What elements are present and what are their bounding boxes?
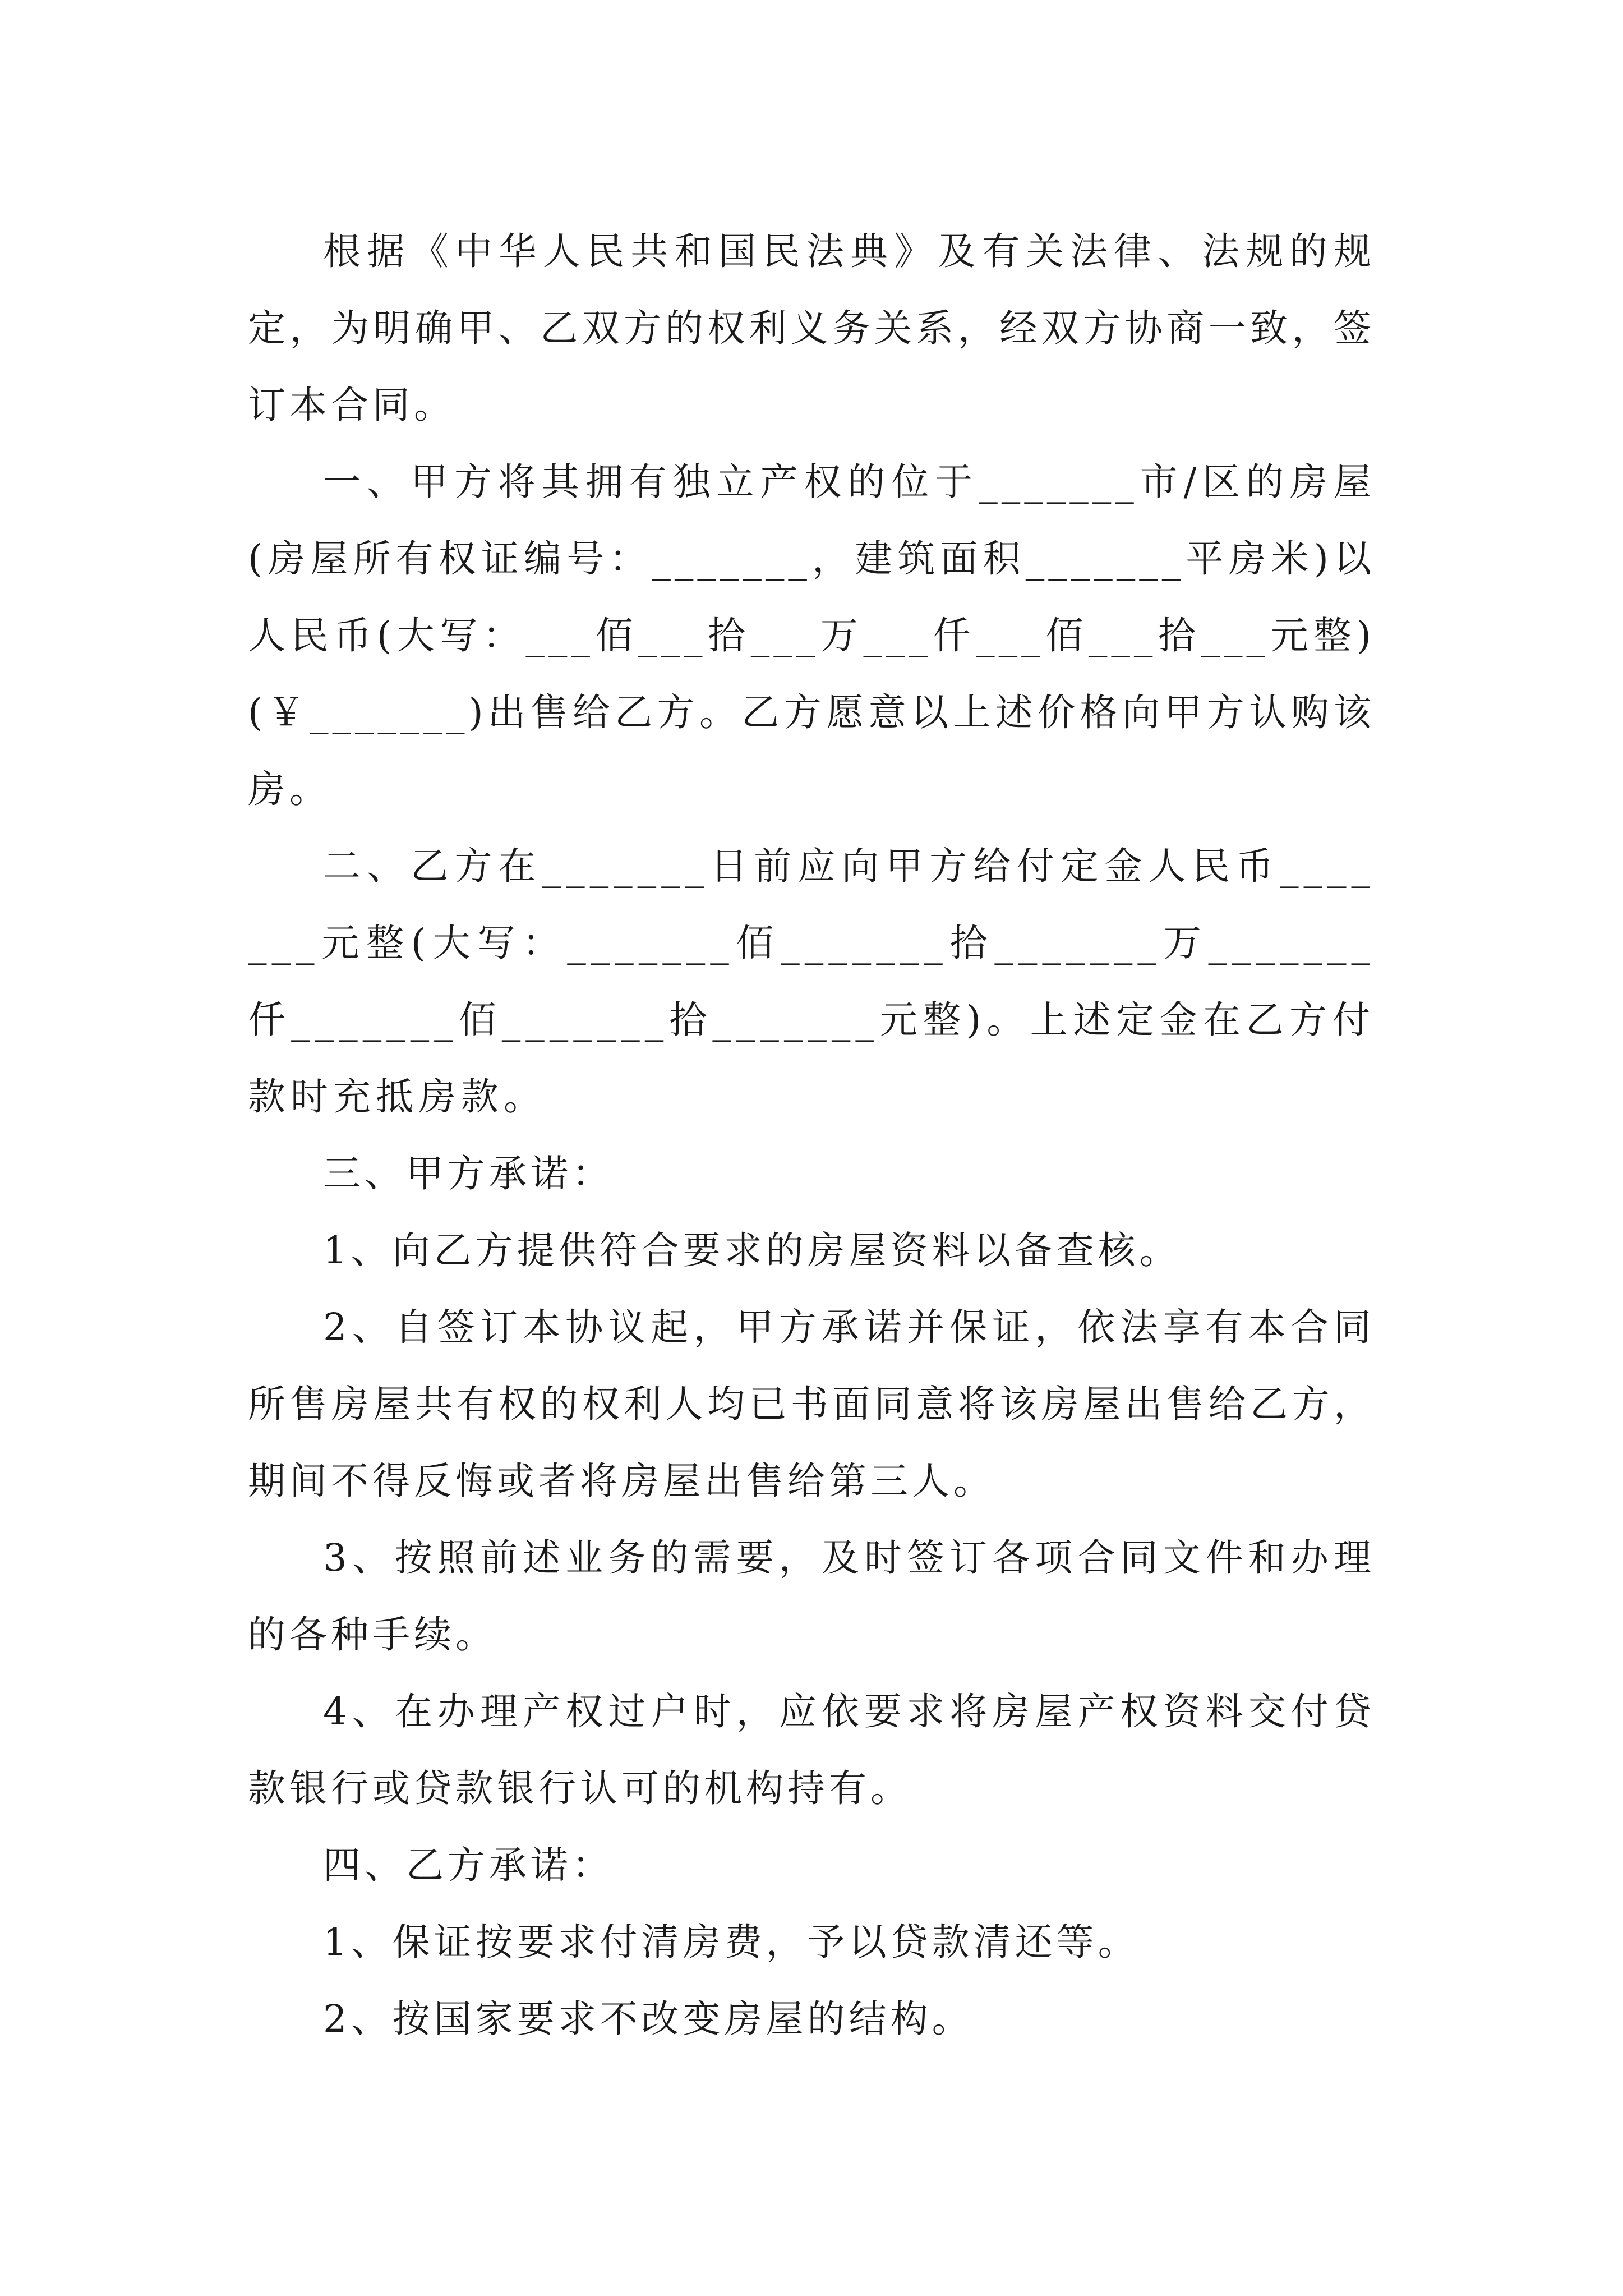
clause-4-item-1: 1、保证按要求付清房费，予以贷款清还等。 bbox=[323, 1920, 1140, 1964]
clause-3-item-3: 3、按照前述业务的需要，及时签订各项合同文件和办理的各种手续。 bbox=[248, 1536, 1375, 1657]
clause-1-sale-terms: 一、甲方将其拥有独立产权的位于_______市/区的房屋(房屋所有权证编号：_______，建筑面积_______平房米)以人民币(大写：___佰___拾___万___仟___佰___拾___元整)(￥_______)出售给乙方。乙方愿意以上述价格向甲方认购该房。 bbox=[248, 460, 1375, 811]
clause-4-item-2: 2、按国家要求不改变房屋的结构。 bbox=[323, 1997, 974, 2041]
clause-2-deposit: 二、乙方在_______日前应向甲方给付定金人民币_______元整(大写：_______佰_______拾_______万_______仟_______佰_______拾_______元整)。上述定金在乙方付款时充抵房款。 bbox=[248, 844, 1375, 1119]
clause-3-item-1: 1、向乙方提供符合要求的房屋资料以备查核。 bbox=[323, 1228, 1181, 1272]
clause-3-item-2: 2、自签订本协议起，甲方承诺并保证，依法享有本合同所售房屋共有权的权利人均已书面同意将该房屋出售给乙方，期间不得反悔或者将房屋出售给第三人。 bbox=[248, 1305, 1375, 1503]
document-body bbox=[248, 213, 1375, 2058]
clause-3-item-4: 4、在办理产权过户时，应依要求将房屋产权资料交付贷款银行或贷款银行认可的机构持有。 bbox=[248, 1690, 1375, 1810]
clause-3-heading: 三、甲方承诺： bbox=[323, 1152, 614, 1195]
clause-4-heading: 四、乙方承诺： bbox=[323, 1843, 614, 1887]
intro-paragraph: 根据《中华人民共和国民法典》及有关法律、法规的规定，为明确甲、乙双方的权利义务关系，经双方协商一致，签订本合同。 bbox=[248, 229, 1375, 427]
